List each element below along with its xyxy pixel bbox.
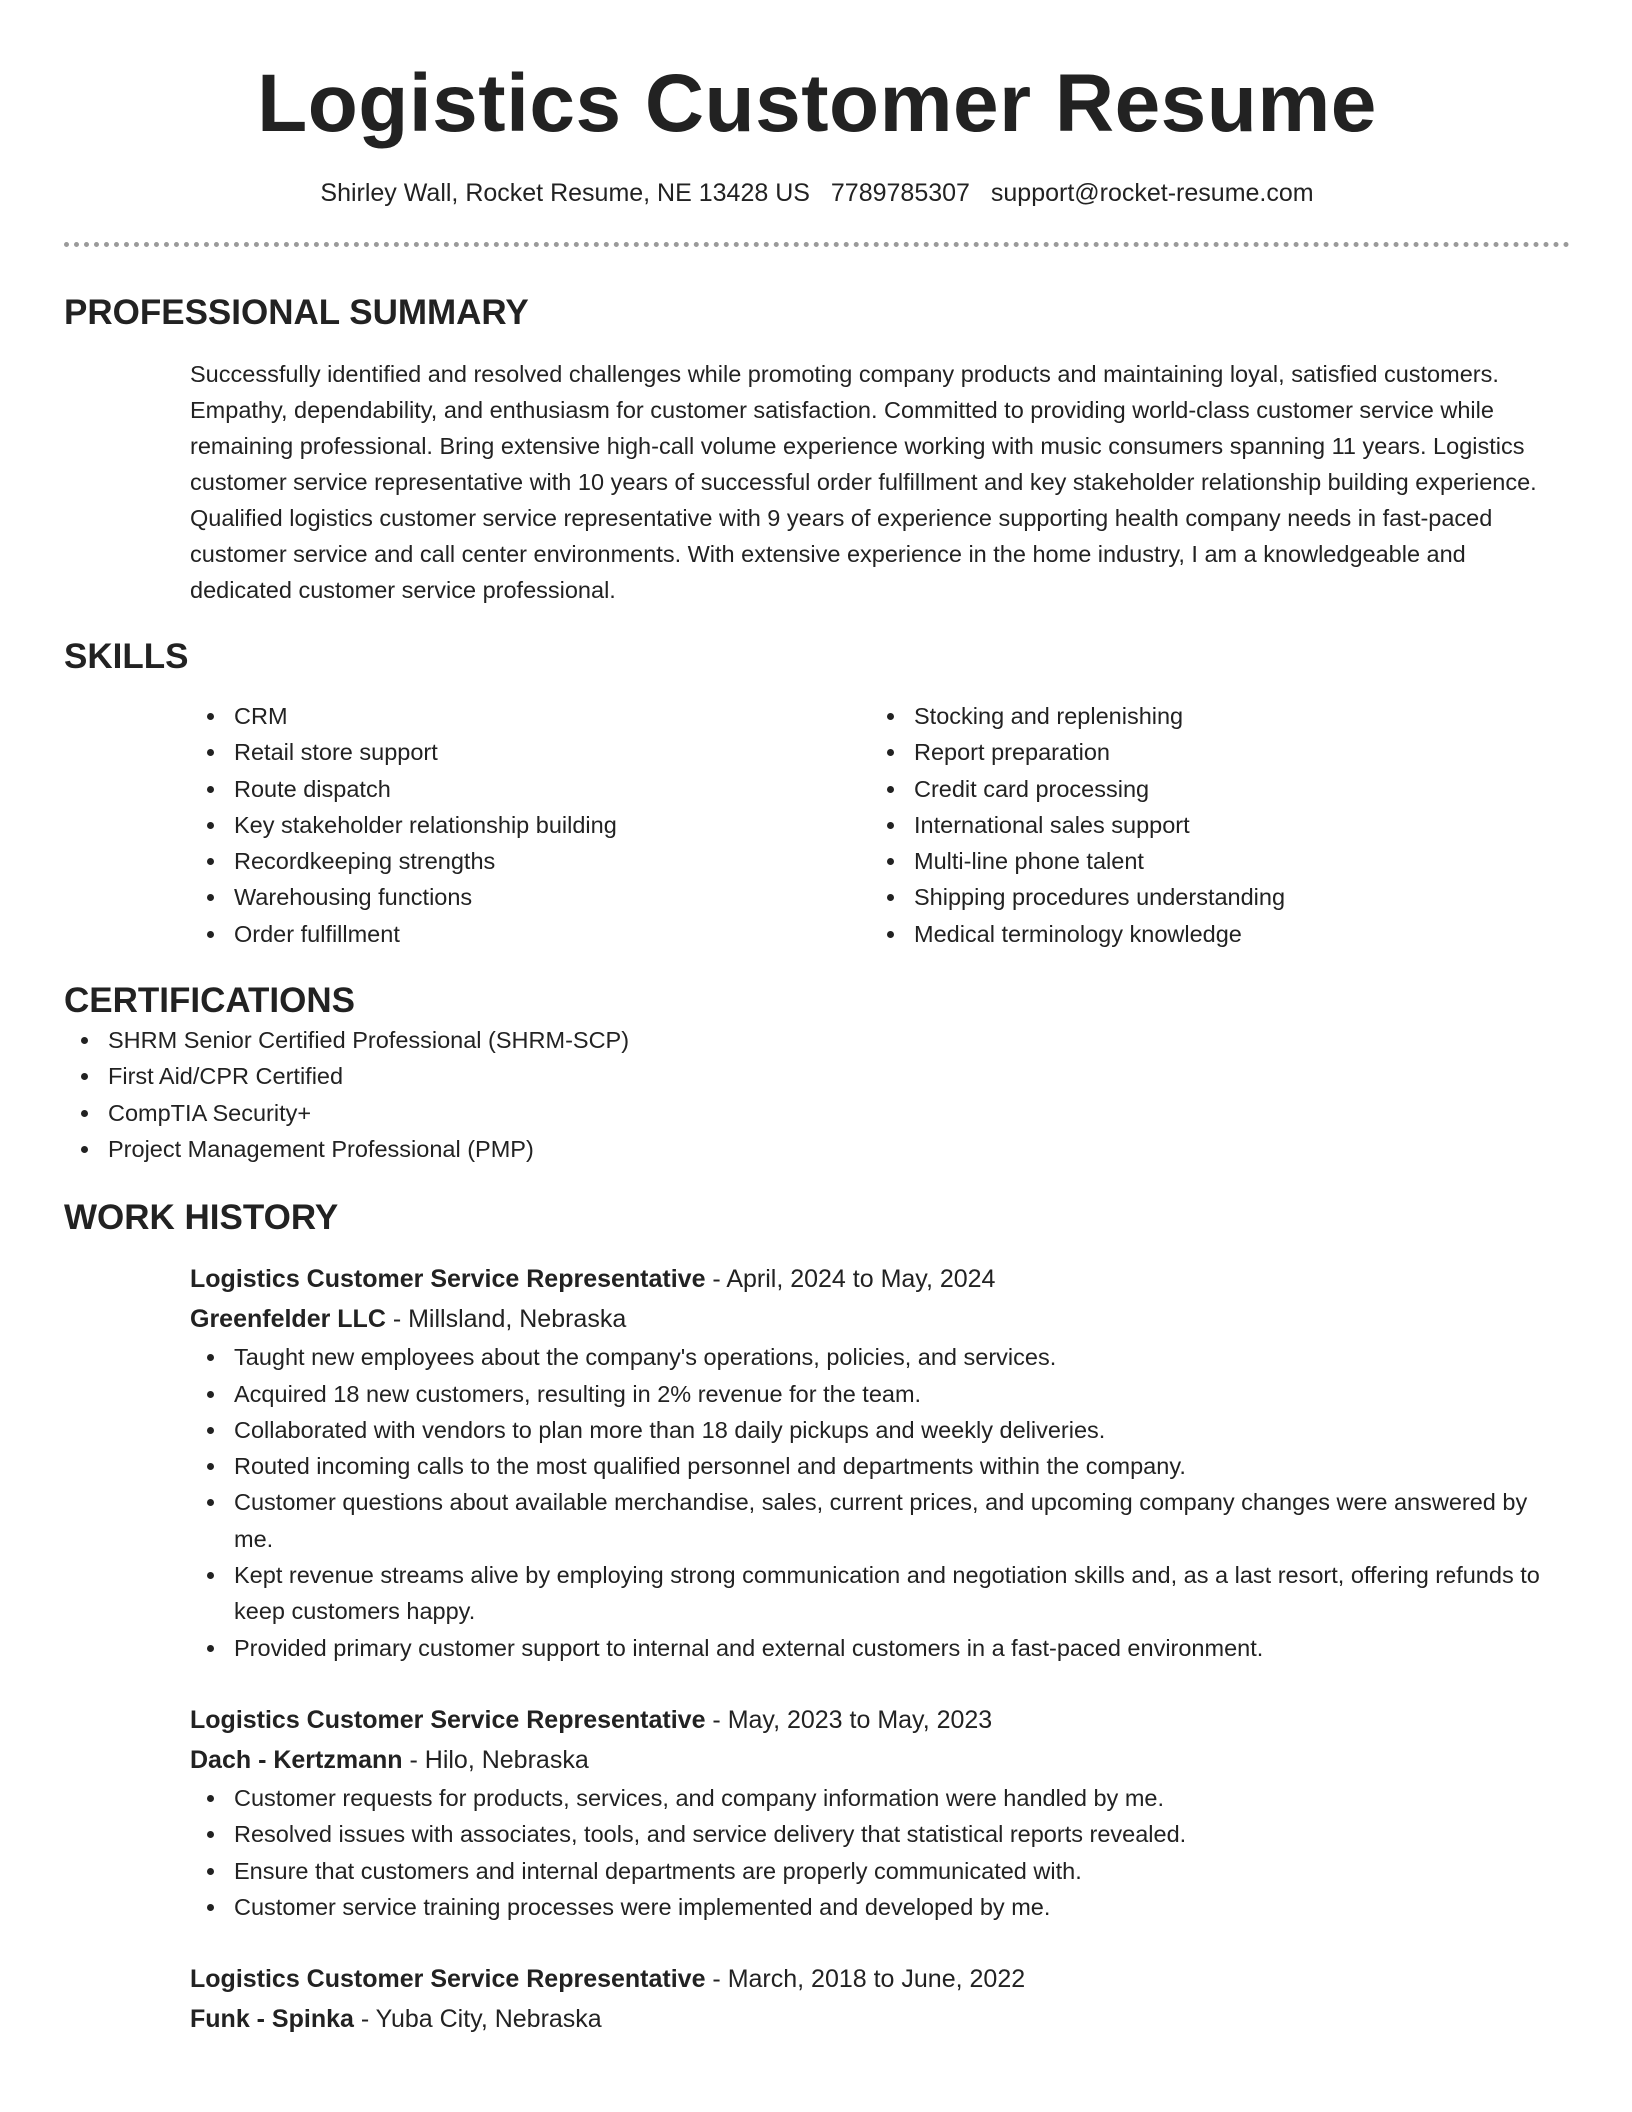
job-location: - Hilo, Nebraska [402,1745,589,1774]
contact-line [64,178,1570,208]
skill-item: Order fulfillment [190,916,870,952]
job-bullet: Customer questions about available merchandise, sales, current prices, and upcoming company changes were answered by me. [190,1484,1570,1557]
certification-item: First Aid/CPR Certified [64,1058,1570,1094]
skill-item: Key stakeholder relationship building [190,807,870,843]
job-bullet: Taught new employees about the company's operations, policies, and services. [190,1339,1570,1375]
job-location: - Millsland, Nebraska [385,1305,627,1334]
contact-address: Shirley Wall, Rocket Resume, NE 13428 US [320,179,810,207]
skills-left-column [190,698,870,952]
job-bullet: Provided primary customer support to internal and external customers in a fast-paced environment. [190,1630,1570,1666]
job-bullet: Customer requests for products, services, and company information were handled by me. [190,1780,1570,1816]
certifications-section [64,980,1570,1167]
skill-item: Medical terminology knowledge [870,916,1550,952]
job-company: Dach - Kertzmann [190,1745,403,1774]
job-bullet: Collaborated with vendors to plan more than 18 daily pickups and weekly deliveries. [190,1412,1570,1448]
job-bullet: Routed incoming calls to the most qualified personnel and departments within the company. [190,1448,1570,1484]
skill-item: Shipping procedures understanding [870,879,1550,915]
contact-phone: 7789785307 [830,179,970,207]
job-title-line [190,1959,1570,1999]
job-title-line [190,1700,1570,1740]
job-company: Greenfelder LLC [190,1305,386,1334]
skills-grid [190,698,1570,952]
job-dates: - April, 2024 to May, 2024 [705,1265,996,1294]
job-title: Logistics Customer Service Representative [190,1265,706,1294]
job-location: - Yuba City, Nebraska [353,2005,602,2034]
job-company: Funk - Spinka [190,2005,354,2034]
job-bullet: Resolved issues with associates, tools, and service delivery that statistical reports revealed. [190,1816,1570,1852]
skill-item: Credit card processing [870,771,1550,807]
certifications-heading: CERTIFICATIONS [64,981,356,1021]
skill-item: Warehousing functions [190,879,870,915]
job-company-line [190,1999,1570,2039]
skill-item: Retail store support [190,734,870,770]
skills-heading: SKILLS [64,637,189,676]
job-title-line [190,1259,1570,1299]
certification-item: CompTIA Security+ [64,1095,1570,1131]
skill-item: Route dispatch [190,771,870,807]
work-history-heading: WORK HISTORY [64,1198,339,1238]
skill-item: International sales support [870,807,1550,843]
skills-right-column [870,698,1550,952]
job-title: Logistics Customer Service Representative [190,1705,706,1734]
summary-text: Successfully identified and resolved challenges while promoting company products and maintaining loyal, satisfied customers. Empathy, dependability, and enthusiasm for customer satisfaction. Committed to providing world-class customer service while remaining professional. Bring extensive high-call volume experience working with music consumers spanning 11 years. Logistics customer service representative with 10 years of successful order fulfillment and key stakeholder relationship building experience. Qualified logistics customer service representative with 9 years of experience supporting health company needs in fast-paced customer service and call center environments. With extensive experience in the home industry, I am a knowledgeable and dedicated customer service professional. [190,361,1537,603]
job-bullet: Kept revenue streams alive by employing strong communication and negotiation skills and, as a last resort, offering refunds to keep customers happy. [190,1557,1570,1630]
certification-item: Project Management Professional (PMP) [64,1131,1570,1167]
job-entry [190,1959,1570,2039]
job-bullet: Acquired 18 new customers, resulting in 2% revenue for the team. [190,1376,1570,1412]
certifications-list [64,1022,1570,1167]
skill-item: Multi-line phone talent [870,843,1550,879]
skill-item: CRM [190,698,870,734]
header-divider [64,242,1570,247]
job-title: Logistics Customer Service Representative [190,1965,706,1994]
job-dates: - May, 2023 to May, 2023 [705,1705,993,1734]
job-entry [190,1700,1570,1925]
certification-item: SHRM Senior Certified Professional (SHRM-SCP) [64,1022,1570,1058]
job-company-line [190,1299,1570,1339]
contact-email: support@rocket-resume.com [990,179,1314,207]
job-company-line [190,1740,1570,1780]
job-bullet: Customer service training processes were implemented and developed by me. [190,1889,1570,1925]
job-dates: - March, 2018 to June, 2022 [705,1965,1026,1994]
job-entry [190,1259,1570,1666]
skill-item: Recordkeeping strengths [190,843,870,879]
skill-item: Report preparation [870,734,1550,770]
job-bullet: Ensure that customers and internal departments are properly communicated with. [190,1853,1570,1889]
job-bullets [190,1780,1570,1925]
resume-title: Logistics Customer Resume [257,58,1377,149]
summary-section [64,292,1570,608]
work-history-section [64,1197,1570,2039]
job-bullets [190,1339,1570,1666]
resume-page [64,0,1570,2039]
summary-heading: PROFESSIONAL SUMMARY [64,293,529,332]
skill-item: Stocking and replenishing [870,698,1550,734]
skills-section [64,636,1570,952]
